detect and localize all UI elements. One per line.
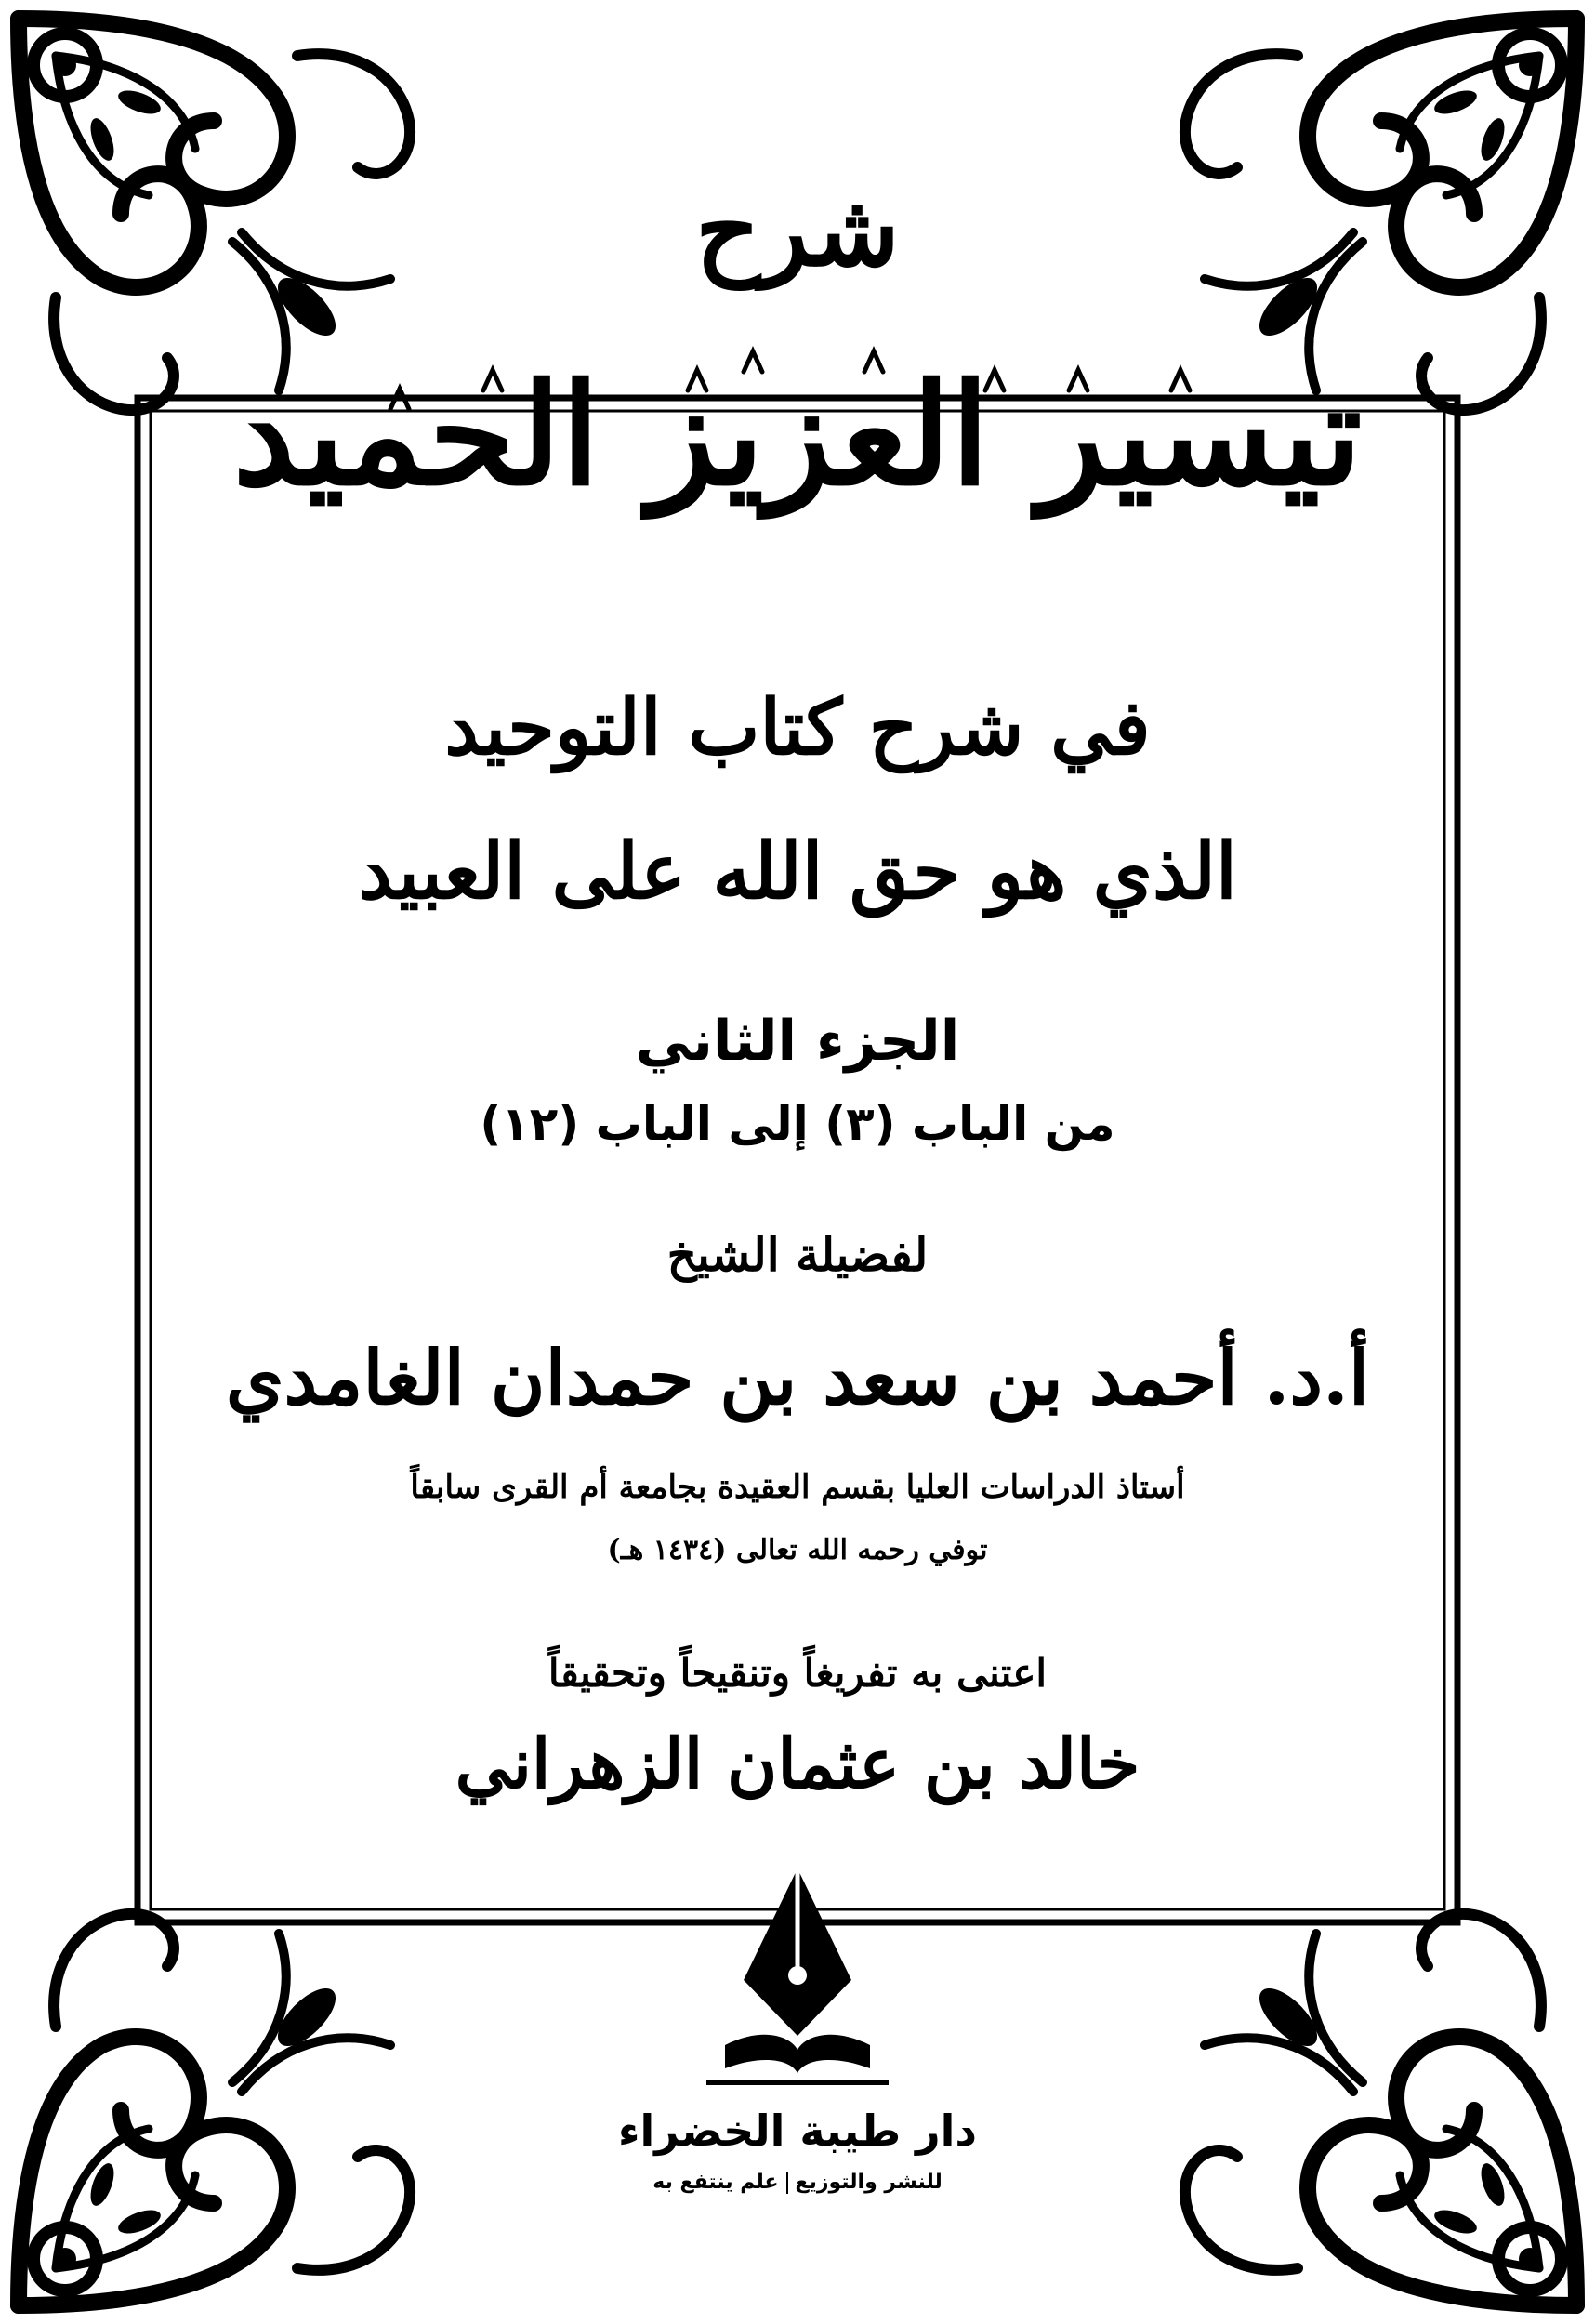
pen-nib-book-logo-icon — [706, 1868, 889, 2082]
by-label: لفضيلة الشيخ — [666, 1227, 929, 1282]
publisher-tagline — [0, 2171, 1595, 2194]
author-name: أ.د. أحمد بن سعد بن حمدان الغامدي — [225, 1334, 1370, 1421]
chapter-range: من الباب (٣) إلى الباب (١٢) — [480, 1097, 1115, 1151]
publisher-tagline-distribution: للنشر والتوزيع — [795, 2171, 942, 2194]
publisher-tagline-motto: علم ينتفع به — [652, 2171, 779, 2194]
subtitle-line-1: في شرح كتاب التوحيد — [444, 683, 1151, 772]
author-description: أستاذ الدراسات العليا بقسم العقيدة بجامعة أم القرى سابقاً — [410, 1469, 1185, 1506]
tagline-divider — [786, 2172, 788, 2194]
publisher-name: دار طيبة الخضراء — [617, 2106, 978, 2156]
title-prefix: شرح — [695, 172, 900, 289]
editor-role: اعتنى به تفريغاً وتنقيحاً وتحقيقاً — [547, 1650, 1048, 1696]
subtitle-line-2: الذي هو حق الله على العبيد — [358, 827, 1237, 917]
editor-name: خالد بن عثمان الزهراني — [455, 1724, 1140, 1804]
book-title: تيسير العزيز الحميد — [232, 353, 1363, 517]
author-death-note: توفي رحمه الله تعالى (١٤٣٤ هـ) — [607, 1534, 988, 1566]
volume-label: الجزء الثاني — [635, 1009, 960, 1074]
